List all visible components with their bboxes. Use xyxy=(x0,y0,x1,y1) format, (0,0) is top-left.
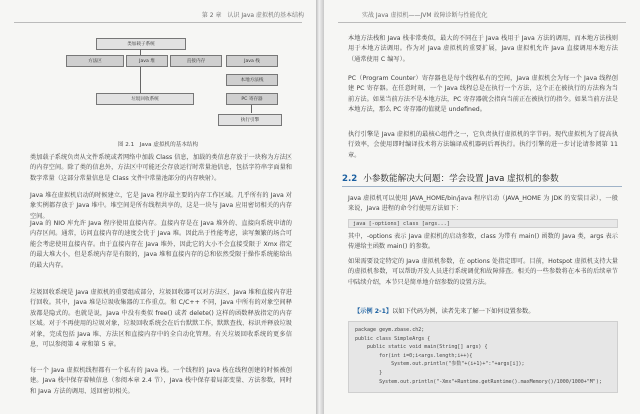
figure-caption: 图 2.1 Java 虚拟机的基本结构 xyxy=(117,142,199,148)
body-paragraph: Java 的 NIO 库允许 Java 程序使用直接内存。直接内存是在 Java 堆外的、直接向系统申请的内存区间。通常，访问直接内存的速度会优于 Java 堆。因此出于性能考虑，读写频繁的场合可能会考虑使用直接内存。由于直接内存在 Java 堆外，因此它的大小不会直接受限于 Xmx 指定的最大堆大小，但是系统内存是有限的，Java 堆和直接内存的总和依然受限于操作系统能给出的最大内存。 xyxy=(30,220,292,269)
body-paragraph: 本地方法栈和 Java 栈非常类似，最大的不同在于 Java 栈用于 Java 方法的调用，而本地方法栈则用于本地方法调用。作为对 Java 虚拟机的重要扩展，Java 虚拟机允许 Java 直接调用本地方法（通常使用 C 编写）。 xyxy=(348,35,618,63)
section-heading xyxy=(342,172,622,184)
body-paragraph: Java 虚拟机可以使用 JAVA_HOME/bin/java 程序启动（JAVA_HOME 为 JDK 的安装目录），一般来说，Java 进程的命令行使用方法如下： xyxy=(348,195,618,213)
body-paragraph: 垃圾回收系统是 Java 虚拟机的重要组成部分，垃圾回收器可以对方法区、Java 堆和直接内存进行回收。其中，Java 堆是垃圾收集器的工作重点。和 C/C++ 不同，Java 中所有的对象空间释放都是隐式的。也就是说，Java 中没有类似 free() 或者 delete() 这样的函数释放指定的内存区域。对于不再使用的垃圾对象，垃圾回收系统会在后台默默工作，默默查找、标识并释放垃圾对象，完成包括 Java 堆、方法区和直接内存中的全自动化管理。有关垃圾回收系统的更多信息，可以参阅第 4 章和第 5 章。 xyxy=(30,289,292,349)
gc-system-box: 垃圾回收系统 xyxy=(96,93,194,105)
jvm-structure-diagram xyxy=(48,38,284,136)
native-method-stack-box: 本地方法栈 xyxy=(226,74,278,86)
section-number: 2.2 xyxy=(342,174,358,184)
method-area-box: 方法区 xyxy=(66,55,124,67)
left-running-head: 第 2 章 认识 Java 虚拟机的基本结构 xyxy=(201,12,304,19)
diagram-arrow xyxy=(140,67,141,93)
execution-engine-box: 执行引擎 xyxy=(218,114,282,126)
body-paragraph: 如果需要设定特定的 Java 虚拟机参数，在 options 处指定即可。目前，Hotspot 虚拟机支持大量的虚拟机参数，可以帮助开发人员进行系统调优和故障排查。相关的一些参数将在本书的后续章节中陆续介绍，本节只是简单地介绍参数的设置方法。 xyxy=(348,258,618,286)
direct-memory-box: 直接内存 xyxy=(170,55,222,67)
book-gutter xyxy=(316,0,324,414)
code-line: public static void main(String[] args) { xyxy=(355,344,488,351)
body-paragraph: Java 堆在虚拟机启动的时候建立，它是 Java 程序最主要的内存工作区域。几乎所有的 Java 对象实例都存放于 Java 堆中。堆空间是所有线程共享的，这是一块与 Java 应用密切相关的内存空间。 xyxy=(30,192,292,220)
body-paragraph: 类加载子系统负责从文件系统或者网络中加载 Class 信息，加载的类信息存放于一块称为方法区的内存空间。除了类的信息外，方法区中可能还会存放运行时常量池信息，包括字符串字面量和数字常量（这部分常量信息是 Class 文件中常量池部分的内存映射）。 xyxy=(30,154,292,182)
header-rule xyxy=(14,22,302,23)
code-line: System.out.println("参数"+(i+1)+":"+args[i]); xyxy=(355,361,525,368)
right-running-head: 实战 Java 虚拟机——JVM 故障诊断与性能优化 xyxy=(362,12,488,19)
java-heap-box: Java 堆 xyxy=(126,55,168,67)
header-rule xyxy=(338,22,626,23)
body-paragraph: 其中，-options 表示 Java 虚拟机的启动参数，class 为带有 main() 函数的 Java 类，args 表示传递给主函数 main() 的参数。 xyxy=(348,233,618,251)
body-paragraph: 执行引擎是 Java 虚拟机的最核心组件之一，它负责执行虚拟机的字节码。现代虚拟机为了提高执行效率，会使用即时编译技术将方法编译成机器码后再执行。执行引擎的进一步讨论请参阅第 11 章。 xyxy=(348,131,618,159)
left-page xyxy=(0,0,316,414)
example-caption xyxy=(354,306,534,315)
section-title: 小参数能解决大问题：学会设置 Java 虚拟机的参数 xyxy=(363,174,559,184)
right-page xyxy=(324,0,640,414)
code-line: for(int i=0;i<args.length;i++){ xyxy=(355,352,473,359)
body-paragraph: PC（Program Counter）寄存器也是每个线程私有的空间，Java 虚拟机会为每一个 Java 线程创建 PC 寄存器。在任意时刻，一个 Java 线程总是在执行一个方法，这个正在被执行的方法称为当前方法。如果当前方法不是本地方法，PC 寄存器就会指向当前正在被执行的指令。如果当前方法是本地方法，那么 PC 寄存器的值就是 undefined。 xyxy=(348,75,618,114)
code-line: public class SimpleArgs { xyxy=(355,335,431,342)
code-line: package geym.zbase.ch2; xyxy=(355,327,425,333)
code-listing xyxy=(348,321,618,393)
example-text: 以如下代码为例，读者先来了解一下如何设置参数。 xyxy=(392,308,535,315)
java-stack-box: Java 栈 xyxy=(226,55,278,67)
example-label: 【示例 2-1】 xyxy=(354,308,393,315)
diagram-arrow xyxy=(251,105,252,113)
pc-register-box: PC 寄存器 xyxy=(226,93,278,105)
code-line: } xyxy=(355,369,383,376)
command-syntax: java [-options] class [args...] xyxy=(348,219,618,228)
code-line: System.out.println("-Xmx"+Runtime.getRuntime().maxMemory()/1000/1000+"M"); xyxy=(355,378,602,385)
body-paragraph: 每一个 Java 虚拟机线程都有一个私有的 Java 栈。一个线程的 Java 栈在线程创建的时候被创建。Java 栈中保存着帧信息（参阅本章 2.4 节），Java 栈中保存着局部变量、方法参数，同时和 Java 方法的调用、返回密切相关。 xyxy=(30,367,292,395)
section-rule xyxy=(342,186,622,187)
class-loader-box: 类加载子系统 xyxy=(96,38,186,50)
